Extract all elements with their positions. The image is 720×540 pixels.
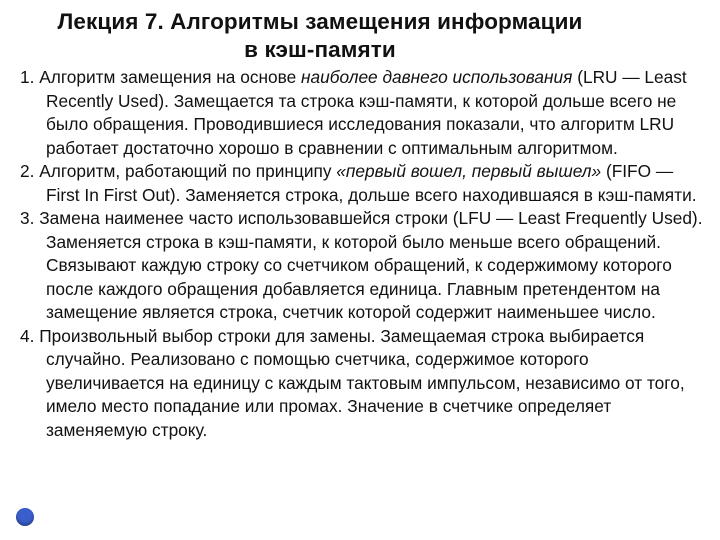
item-text-tail: (LRU — Least Recently Used). Замещается та строка кэш-памяти, к которой дольше всего не было обращения. Проводившиеся исследования показали, что алгоритм LRU работает достаточно хорошо в сравнении с оптимальным алгоритмом. bbox=[46, 67, 687, 158]
item-number: 2. bbox=[20, 161, 35, 181]
item-text-tail: (FIFO — First In First Out). Заменяется строка, дольше всего находившаяся в кэш-памяти. bbox=[46, 161, 697, 205]
title-line-2: в кэш-памяти bbox=[244, 37, 396, 62]
list-item bbox=[20, 66, 710, 160]
title-line-1: Лекция 7. Алгоритмы замещения информации bbox=[57, 9, 583, 34]
slide-title bbox=[0, 8, 640, 64]
item-text: Произвольный выбор строки для замены. Замещаемая строка выбирается случайно. Реализовано с помощью счетчика, содержимое которого увеличивается на единицу с каждым тактовым импульсом, независимо от того, имело место попадание или промах. Значение в счетчике определяет заменяемую строку. bbox=[34, 325, 685, 440]
list-item bbox=[20, 207, 710, 325]
item-number: 3. bbox=[20, 208, 35, 228]
item-text: Алгоритм замещения на основе bbox=[34, 67, 302, 87]
item-emphasis: «первый вошел, первый вышел» bbox=[336, 161, 602, 181]
algorithm-list bbox=[20, 66, 710, 442]
item-number: 4. bbox=[20, 325, 35, 346]
list-item bbox=[20, 325, 710, 443]
item-text: Алгоритм, работающий по принципу bbox=[34, 161, 337, 181]
blue-bullet-icon bbox=[16, 508, 34, 526]
item-number: 1. bbox=[20, 67, 35, 87]
item-text: Замена наименее часто использовавшейся строки (LFU — Least Frequently Used). Заменяется строка в кэш-памяти, к которой было меньше всего обращений. Связывают каждую строку со счетчиком обращений, к содержимому которого после каждого обращения добавляется единица. Главным претендентом на замещение является строка, счетчик которой содержит наименьшее число. bbox=[34, 208, 703, 322]
item-emphasis: наиболее давнего использования bbox=[301, 67, 573, 87]
list-item bbox=[20, 160, 710, 207]
